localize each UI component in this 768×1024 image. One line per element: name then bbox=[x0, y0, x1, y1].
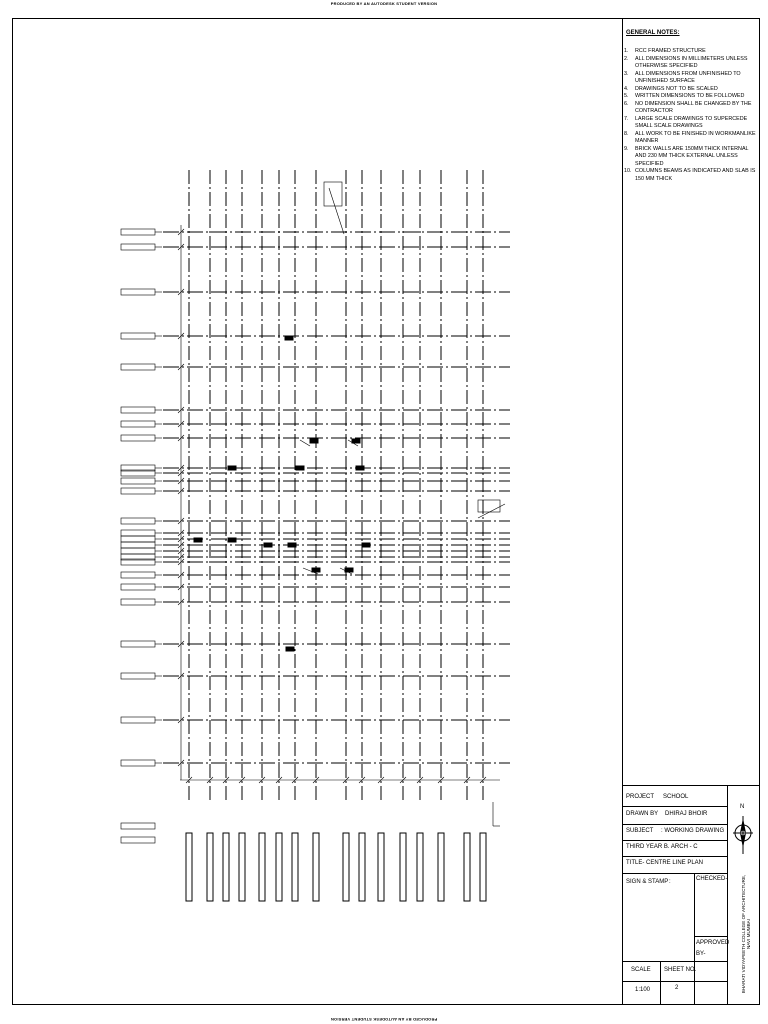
drawn-by-label: DRAWN BY bbox=[626, 811, 659, 817]
note-item: 2. ALL DIMENSIONS IN MILLIMETERS UNLESS OTHERWISE SPECIFIED bbox=[624, 55, 748, 69]
student-version-stamp-bottom: PRODUCED BY AN AUTODESK STUDENT VERSION bbox=[330, 1017, 438, 1022]
drawn-by-value: DHIRAJ BHOIR bbox=[665, 811, 708, 817]
approved-by-label: BY- bbox=[696, 951, 706, 957]
column-bar bbox=[359, 833, 365, 901]
column-marker bbox=[352, 439, 360, 443]
column-bar bbox=[223, 833, 229, 901]
column-marker bbox=[288, 543, 296, 547]
note-item: 10. COLUMNS BEAMS AS INDICATED AND SLAB IS 150 MM THICK bbox=[624, 168, 756, 182]
scale-label: SCALE bbox=[631, 967, 651, 973]
grid-label-tag bbox=[121, 488, 155, 494]
grid-label-tag bbox=[121, 641, 155, 647]
column-marker bbox=[296, 466, 304, 470]
grid-label-tag bbox=[121, 229, 155, 235]
column-marker bbox=[194, 538, 202, 542]
column-bar bbox=[239, 833, 245, 901]
grid-label-tag bbox=[121, 542, 155, 548]
north-label: N bbox=[740, 804, 745, 810]
sign-stamp-colon: : bbox=[669, 879, 671, 885]
college-name-vertical: BHARATI VIDYAPEETH COLLEGE OF ARCHITECTURE, NAVI MUMBAI bbox=[741, 874, 751, 994]
grid-label-tags bbox=[121, 229, 162, 843]
column-marker bbox=[228, 466, 236, 470]
project-label: PROJECT bbox=[626, 794, 655, 800]
scale-value: 1:100 bbox=[635, 987, 651, 993]
grid-label-tag bbox=[121, 673, 155, 679]
grid-label-tag bbox=[121, 584, 155, 590]
project-value: SCHOOL bbox=[663, 794, 689, 800]
grid-label-tag bbox=[121, 599, 155, 605]
grid-label-tag bbox=[121, 572, 155, 578]
column-marker bbox=[264, 543, 272, 547]
column-bar bbox=[464, 833, 470, 901]
north-arrow-icon bbox=[732, 806, 754, 856]
column-bar bbox=[438, 833, 444, 901]
column-marker bbox=[356, 466, 364, 470]
note-item: 1. RCC FRAMED STRUCTURE bbox=[624, 48, 706, 54]
grid-label-tag bbox=[121, 823, 155, 829]
annotation-callout bbox=[324, 182, 342, 206]
column-bar bbox=[207, 833, 213, 901]
note-item: 6. NO DIMENSION SHALL BE CHANGED BY THE CONTRACTOR bbox=[624, 100, 752, 114]
grid-label-tag bbox=[121, 244, 155, 250]
note-item: 3. ALL DIMENSIONS FROM UNFINISHED TO UNFINISHED SURFACE bbox=[624, 70, 741, 84]
column-marker bbox=[362, 543, 370, 547]
approved-label: APPROVED bbox=[696, 940, 730, 946]
checked-label: CHECKED- bbox=[696, 876, 728, 882]
column-bar bbox=[378, 833, 384, 901]
column-marker bbox=[310, 439, 318, 443]
column-marker bbox=[285, 336, 293, 340]
note-item: 4. DRAWINGS NOT TO BE SCALED bbox=[624, 85, 718, 92]
column-bar bbox=[186, 833, 192, 901]
grid-label-tag bbox=[121, 364, 155, 370]
grid-label-tag bbox=[121, 407, 155, 413]
column-bar bbox=[400, 833, 406, 901]
annotation-callout bbox=[478, 500, 500, 512]
subject-label: SUBJECT bbox=[626, 828, 654, 834]
grid-label-tag bbox=[121, 530, 155, 536]
class-value: THIRD YEAR B. ARCH - C bbox=[626, 844, 698, 850]
grid-lines-vertical bbox=[189, 170, 483, 800]
general-notes-list bbox=[624, 48, 758, 183]
grid-label-tag bbox=[121, 548, 155, 554]
annotation-leader bbox=[300, 440, 310, 446]
grid-label-tag bbox=[121, 289, 155, 295]
grid-label-tag bbox=[121, 760, 155, 766]
subject-value: : WORKING DRAWING bbox=[661, 828, 725, 834]
note-item: 8. ALL WORK TO BE FINISHED IN WORKMANLIKE MANNER bbox=[624, 130, 756, 144]
column-bar bbox=[276, 833, 282, 901]
sheet-no-label: SHEET NO. bbox=[664, 967, 697, 973]
grid-label-tag bbox=[121, 333, 155, 339]
grid-label-tag bbox=[121, 518, 155, 524]
annotation-leader bbox=[478, 504, 505, 518]
grid-label-tag bbox=[121, 717, 155, 723]
column-marker bbox=[228, 538, 236, 542]
general-notes-title: GENERAL NOTES: bbox=[626, 30, 680, 36]
student-version-stamp-top: PRODUCED BY AN AUTODESK STUDENT VERSION bbox=[330, 1, 438, 6]
column-bar bbox=[313, 833, 319, 901]
note-item: 5. WRITTEN DIMENSIONS TO BE FOLLOWED bbox=[624, 93, 745, 99]
grid-label-tag bbox=[121, 435, 155, 441]
general-notes-panel bbox=[622, 18, 760, 785]
column-marker bbox=[312, 568, 320, 572]
grid-label-tag bbox=[121, 421, 155, 427]
drawing-title: TITLE- CENTRE LINE PLAN bbox=[626, 860, 704, 866]
note-item: 7. LARGE SCALE DRAWINGS TO SUPERCEDE SMALL SCALE DRAWINGS bbox=[624, 115, 748, 129]
sheet-no-value: 2 bbox=[675, 985, 679, 991]
grid-label-tag bbox=[121, 536, 155, 542]
column-bar bbox=[343, 833, 349, 901]
grid-label-tag bbox=[121, 478, 155, 484]
sign-stamp-label: SIGN & STAMP bbox=[626, 879, 669, 885]
grid-lines-horizontal bbox=[163, 232, 510, 763]
grid-label-tag bbox=[121, 837, 155, 843]
note-item: 9. BRICK WALLS ARE 150MM THICK INTERNAL AND 230 MM THICK EXTERNAL UNLESS SPECIFIED bbox=[624, 145, 749, 167]
column-bar bbox=[259, 833, 265, 901]
column-bar bbox=[480, 833, 486, 901]
column-bar bbox=[292, 833, 298, 901]
column-bar bbox=[417, 833, 423, 901]
column-marker bbox=[286, 647, 294, 651]
